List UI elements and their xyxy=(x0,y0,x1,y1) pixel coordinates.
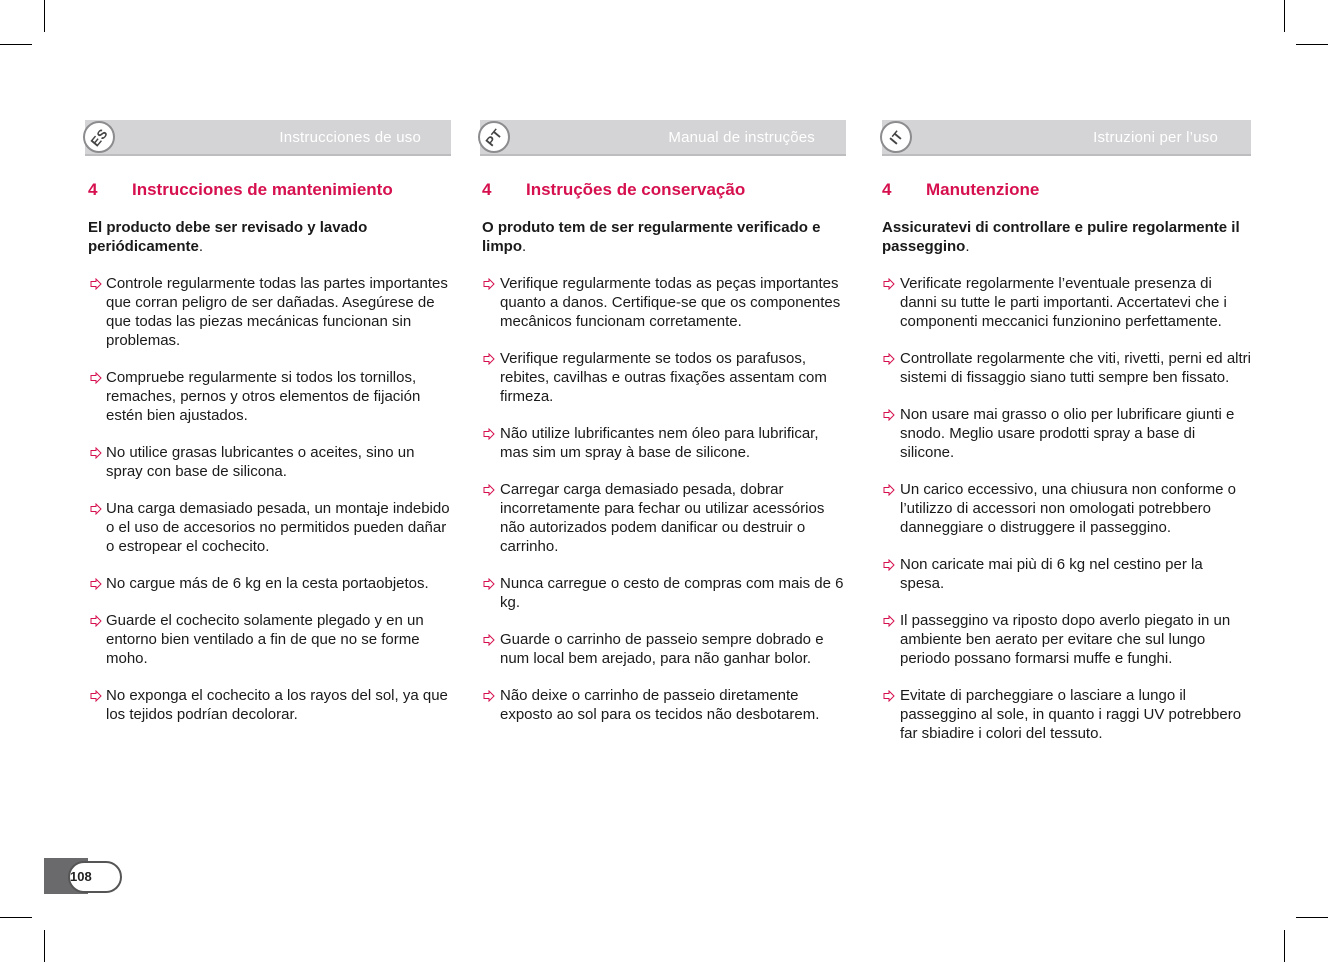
arrow-right-icon xyxy=(483,634,495,646)
page-number: 108 xyxy=(70,869,92,884)
item-text: Controllate regolarmente che viti, rivetti, perni ed altri sistemi di fissaggio siano tutti sempre ben fissato. xyxy=(900,350,1251,386)
list-item xyxy=(882,555,1251,593)
section-heading xyxy=(480,179,846,201)
language-banner xyxy=(882,120,1251,156)
section-number: 4 xyxy=(882,180,892,199)
list-item xyxy=(480,480,846,556)
item-text: Guarde el cochecito solamente plegado y en un entorno bien ventilado a fin de que no se forme moho. xyxy=(106,612,424,667)
list-item xyxy=(85,443,451,481)
item-text: Controle regularmente todas las partes importantes que corran peligro de ser dañadas. Asegúrese de que todas las piezas mecánicas funcionan sin problemas. xyxy=(106,275,448,349)
arrow-right-icon xyxy=(883,615,895,627)
list-item xyxy=(480,686,846,724)
intro-text xyxy=(480,218,846,256)
arrow-right-icon xyxy=(883,484,895,496)
list-item xyxy=(85,574,451,593)
item-text: Non usare mai grasso o olio per lubrificare giunti e snodo. Meglio usare prodotti spray a base di silicone. xyxy=(900,406,1235,461)
crop-mark xyxy=(1296,44,1328,45)
item-text: Não utilize lubrificantes nem óleo para lubrificar, mas sim um spray à base de silicone. xyxy=(500,425,819,461)
arrow-right-icon xyxy=(483,278,495,290)
arrow-right-icon xyxy=(90,578,102,590)
column-es xyxy=(85,120,451,742)
list-item xyxy=(882,405,1251,462)
list-item xyxy=(882,480,1251,537)
instruction-list xyxy=(480,274,846,724)
language-banner xyxy=(85,120,451,156)
crop-mark xyxy=(1284,930,1285,962)
item-text: Verificate regolarmente l’eventuale presenza di danni su tutte le parti importanti. Accertatevi che i componenti meccanici funzionino perfettamente. xyxy=(900,275,1227,330)
item-text: Evitate di parcheggiare o lasciare a lungo il passeggino al sole, in quanto i raggi UV potrebbero far sbiadire i colori del tessuto. xyxy=(900,687,1242,742)
section-number: 4 xyxy=(482,180,492,199)
arrow-right-icon xyxy=(883,353,895,365)
intro-text xyxy=(85,218,451,256)
arrow-right-icon xyxy=(483,690,495,702)
item-text: No cargue más de 6 kg en la cesta portaobjetos. xyxy=(106,575,429,592)
language-code: IT xyxy=(886,127,906,147)
arrow-right-icon xyxy=(883,559,895,571)
item-text: Il passeggino va riposto dopo averlo piegato in un ambiente ben aerato per evitare che sul lungo periodo possano formarsi muffe e funghi. xyxy=(900,612,1231,667)
arrow-right-icon xyxy=(90,372,102,384)
crop-mark xyxy=(1284,0,1285,32)
arrow-right-icon xyxy=(883,278,895,290)
language-badge xyxy=(83,121,115,153)
list-item xyxy=(85,274,451,350)
list-item xyxy=(480,274,846,331)
arrow-right-icon xyxy=(90,503,102,515)
item-text: Verifique regularmente todas as peças importantes quanto a danos. Certifique-se que os componentes mecânicos funcionam corretamente. xyxy=(500,275,841,330)
crop-mark xyxy=(0,917,32,918)
arrow-right-icon xyxy=(883,690,895,702)
arrow-right-icon xyxy=(90,447,102,459)
intro-text xyxy=(882,218,1251,256)
list-item xyxy=(882,349,1251,387)
item-text: Non caricate mai più di 6 kg nel cestino per la spesa. xyxy=(900,556,1203,592)
section-heading xyxy=(85,179,451,201)
arrow-right-icon xyxy=(483,578,495,590)
item-text: Un carico eccessivo, una chiusura non conforme o l’utilizzo di accessori non omologati potrebbero danneggiare o distruggere il passeggino. xyxy=(900,481,1237,536)
item-text: Compruebe regularmente si todos los tornillos, remaches, pernos y otros elementos de fijación estén bien ajustados. xyxy=(106,369,421,424)
language-badge xyxy=(478,121,510,153)
section-heading xyxy=(882,179,1251,201)
language-code: PT xyxy=(482,125,506,149)
arrow-right-icon xyxy=(90,615,102,627)
item-text: Guarde o carrinho de passeio sempre dobrado e num local bem arejado, para não ganhar bolor. xyxy=(500,631,824,667)
intro-bold: El producto debe ser revisado y lavado periódicamente xyxy=(88,219,368,255)
crop-mark xyxy=(1296,917,1328,918)
banner-title: Manual de instruções xyxy=(668,129,815,146)
crop-mark xyxy=(0,44,32,45)
list-item xyxy=(480,349,846,406)
list-item xyxy=(882,611,1251,668)
section-title: Manutenzione xyxy=(926,180,1040,199)
instruction-list xyxy=(85,274,451,724)
intro-end: . xyxy=(522,238,527,255)
list-item xyxy=(480,424,846,462)
list-item xyxy=(882,274,1251,331)
section-title: Instrucciones de mantenimiento xyxy=(132,180,393,199)
list-item xyxy=(85,686,451,724)
list-item xyxy=(480,630,846,668)
language-code: ES xyxy=(87,125,111,149)
language-banner xyxy=(480,120,846,156)
item-text: Não deixe o carrinho de passeio diretamente exposto ao sol para os tecidos não desbotarem. xyxy=(500,687,820,723)
crop-mark xyxy=(44,930,45,962)
crop-mark xyxy=(44,0,45,32)
arrow-right-icon xyxy=(483,428,495,440)
instruction-list xyxy=(882,274,1251,743)
banner-title: Instrucciones de uso xyxy=(279,129,421,146)
item-text: Verifique regularmente se todos os parafusos, rebites, cavilhas e outras fixações assentam com firmeza. xyxy=(500,350,827,405)
intro-bold: O produto tem de ser regularmente verificado e limpo xyxy=(482,219,821,255)
item-text: No exponga el cochecito a los rayos del sol, ya que los tejidos podrían decolorar. xyxy=(106,687,448,723)
arrow-right-icon xyxy=(883,409,895,421)
section-title: Instruções de conservação xyxy=(526,180,746,199)
language-badge xyxy=(880,121,912,153)
column-it xyxy=(882,120,1251,761)
item-text: Una carga demasiado pesada, un montaje indebido o el uso de accesorios no permitidos pueden dañar o estropear el cochecito. xyxy=(106,500,450,555)
arrow-right-icon xyxy=(90,690,102,702)
list-item xyxy=(85,368,451,425)
banner-title: Istruzioni per l’uso xyxy=(1093,129,1218,146)
arrow-right-icon xyxy=(483,353,495,365)
list-item xyxy=(85,611,451,668)
list-item xyxy=(882,686,1251,743)
item-text: Carregar carga demasiado pesada, dobrar incorretamente para fechar ou utilizar acessórios não autorizados podem danificar ou destruir o carrinho. xyxy=(500,481,825,555)
list-item xyxy=(85,499,451,556)
section-number: 4 xyxy=(88,180,98,199)
intro-end: . xyxy=(198,238,204,255)
intro-end: . xyxy=(965,238,970,255)
item-text: Nunca carregue o cesto de compras com mais de 6 kg. xyxy=(500,575,844,611)
arrow-right-icon xyxy=(90,278,102,290)
list-item xyxy=(480,574,846,612)
column-pt xyxy=(480,120,846,742)
arrow-right-icon xyxy=(483,484,495,496)
intro-bold: Assicuratevi di controllare e pulire regolarmente il passeggino xyxy=(882,219,1240,255)
item-text: No utilice grasas lubricantes o aceites, sino un spray con base de silicona. xyxy=(106,444,415,480)
